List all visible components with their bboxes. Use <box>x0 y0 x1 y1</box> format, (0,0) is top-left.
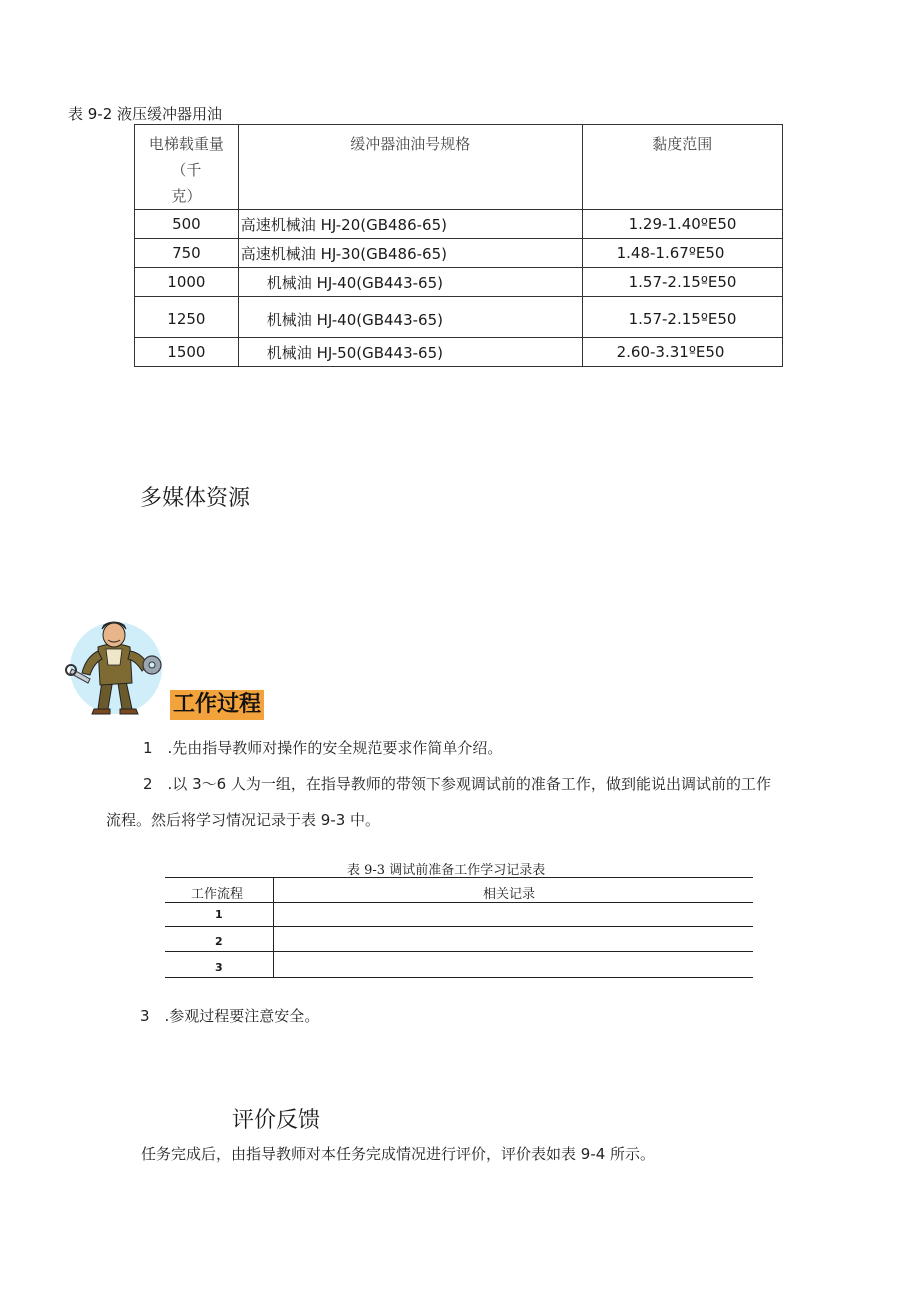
load-cell: 500 <box>135 210 239 239</box>
multimedia-heading: 多媒体资源 <box>140 486 251 511</box>
spec-cell: 机械油 HJ-40(GB443-65) <box>238 268 582 297</box>
buffer-oil-table <box>134 124 783 367</box>
table-row <box>135 210 783 239</box>
feedback-heading: 评价反馈 <box>232 1108 321 1133</box>
viscosity-cell: 2.60-3.31ºE50 <box>582 338 782 367</box>
viscosity-cell: 1.57-2.15ºE50 <box>582 297 782 338</box>
table-divider <box>273 877 274 978</box>
row-number: 1 <box>215 908 223 921</box>
row-number: 2 <box>215 935 223 948</box>
table-rule <box>165 877 753 878</box>
table-rule <box>165 902 753 903</box>
viscosity-cell: 1.29-1.40ºE50 <box>582 210 782 239</box>
row-number: 3 <box>215 961 223 974</box>
step-2-text-line1: 2 .以 3～6 人为一组，在指导教师的带领下参观调试前的准备工作，做到能说出调试前的工作 <box>143 775 771 793</box>
spec-cell: 高速机械油 HJ-30(GB486-65) <box>238 239 582 268</box>
record-table <box>165 877 753 979</box>
table-rule <box>165 977 753 978</box>
table-9-3-caption: 表 9-3 调试前准备工作学习记录表 <box>347 863 546 878</box>
step-2-text-line2: 流程。然后将学习情况记录于表 9-3 中。 <box>106 811 381 829</box>
table-row <box>135 239 783 268</box>
load-cell: 1250 <box>135 297 239 338</box>
header-related-record: 相关记录 <box>483 887 536 902</box>
step-1-text: 1 .先由指导教师对操作的安全规范要求作简单介绍。 <box>143 739 503 757</box>
table-rule <box>165 951 753 952</box>
work-process-heading: 工作过程 <box>170 690 264 720</box>
step-3-text: 3 .参观过程要注意安全。 <box>140 1007 320 1025</box>
table-rule <box>165 926 753 927</box>
header-load-line2: 克） <box>171 187 202 205</box>
header-load <box>135 125 239 210</box>
feedback-text: 任务完成后，由指导教师对本任务完成情况进行评价，评价表如表 9-4 所示。 <box>141 1145 656 1163</box>
spec-cell: 高速机械油 HJ-20(GB486-65) <box>240 215 447 234</box>
table-row <box>135 297 783 338</box>
viscosity-cell: 1.57-2.15ºE50 <box>582 268 782 297</box>
table-9-2-caption: 表 9-2 液压缓冲器用油 <box>68 105 223 123</box>
table-header-row <box>135 125 783 210</box>
load-cell: 1500 <box>135 338 239 367</box>
load-cell: 1000 <box>135 268 239 297</box>
table-row <box>135 268 783 297</box>
table-row <box>135 338 783 367</box>
spec-cell: 机械油 HJ-40(GB443-65) <box>238 297 582 338</box>
spec-cell: 机械油 HJ-50(GB443-65) <box>238 338 582 367</box>
load-cell: 750 <box>135 239 239 268</box>
header-work-process: 工作流程 <box>191 887 244 902</box>
header-load-line1: 电梯载重量（千 <box>148 135 224 179</box>
worker-illustration <box>62 613 174 717</box>
viscosity-cell: 1.48-1.67ºE50 <box>582 239 782 268</box>
header-spec: 缓冲器油油号规格 <box>238 125 582 210</box>
header-viscosity: 黏度范围 <box>582 125 782 210</box>
